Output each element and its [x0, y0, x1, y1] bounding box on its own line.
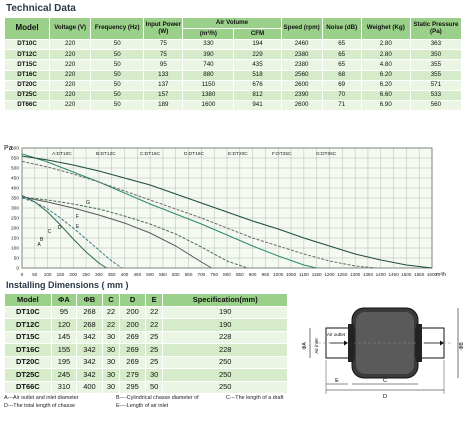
table-cell: 30	[102, 331, 120, 344]
table-cell: 2600	[281, 101, 322, 111]
x-tick-label: 800	[223, 272, 231, 277]
label-air-inlet: Air inlet	[314, 338, 319, 354]
x-tick-label: 0	[20, 272, 24, 277]
x-tick-label: 250	[82, 272, 90, 277]
x-tick-label: 1000	[273, 272, 284, 277]
x-tick-label: 500	[146, 272, 154, 277]
table-cell: 25	[145, 356, 163, 369]
table-cell: 571	[410, 80, 461, 90]
table-cell: 269	[120, 344, 145, 357]
dim-header-cell: ΦB	[77, 294, 102, 307]
x-tick-label: 850	[235, 272, 244, 277]
table-cell: 2380	[281, 50, 322, 60]
th-airflow-cfm: CFM	[234, 29, 281, 40]
x-tick-label: 200	[69, 272, 78, 277]
model-cell: DT25C	[5, 90, 50, 100]
y-tick-label: 400	[10, 186, 19, 192]
model-cell: DT15C	[5, 60, 50, 70]
table-cell: 200	[120, 306, 145, 319]
table-cell: 120	[51, 319, 76, 332]
model-cell: DT20C	[5, 80, 50, 90]
caption-a: A---Air outlet and inlet diameter	[4, 395, 79, 401]
dim-header-cell: ΦA	[51, 294, 76, 307]
x-axis-label: m³/h	[436, 272, 446, 278]
table-cell: 228	[163, 331, 288, 344]
x-tick-label: 550	[159, 272, 167, 277]
table-cell: 194	[234, 40, 281, 50]
x-tick-label: 700	[197, 272, 206, 277]
table-cell: 50	[91, 90, 144, 100]
table-row	[5, 356, 288, 369]
legend-entry: D:DT16C	[184, 152, 204, 157]
y-tick-label: 350	[10, 196, 19, 202]
table-cell: 22	[102, 306, 120, 319]
table-cell: 133	[144, 70, 183, 80]
label-e: E	[335, 378, 339, 384]
table-cell: 69	[322, 80, 361, 90]
table-cell: 355	[410, 70, 461, 80]
table-cell: 350	[410, 50, 461, 60]
x-tick-label: 1100	[298, 272, 309, 277]
table-row	[5, 369, 288, 382]
th-frequency: Frequency (Hz)	[91, 18, 144, 40]
x-tick-label: 900	[248, 272, 257, 277]
table-cell: 50	[91, 80, 144, 90]
table-cell: 190	[163, 319, 288, 332]
caption-e: E----Length of air inlet	[116, 403, 169, 409]
x-tick-label: 1600	[426, 272, 438, 277]
x-tick-label: 1250	[337, 272, 348, 277]
table-cell: 229	[234, 50, 281, 60]
table-cell: 250	[163, 356, 288, 369]
x-tick-label: 1300	[350, 272, 361, 277]
y-tick-label: 450	[10, 176, 19, 182]
model-cell: DT66C	[5, 381, 52, 394]
table-cell: 50	[91, 50, 144, 60]
x-tick-label: 600	[171, 272, 180, 277]
table-cell: 342	[77, 344, 102, 357]
x-tick-label: 1450	[388, 272, 399, 277]
th-power: Input Power (W)	[144, 18, 183, 40]
table-cell: 189	[144, 101, 183, 111]
table-cell: 295	[120, 381, 145, 394]
table-row	[5, 80, 462, 90]
table-cell: 2600	[281, 80, 322, 90]
x-tick-label: 1050	[285, 272, 297, 277]
table-cell: 155	[51, 344, 76, 357]
y-axis-label: Pa	[4, 145, 13, 152]
x-tick-label: 950	[261, 272, 270, 277]
table-cell: 880	[183, 70, 234, 80]
model-cell: DT12C	[5, 50, 50, 60]
label-c: C	[383, 378, 387, 384]
y-tick-label: 250	[10, 216, 19, 222]
table-cell: 269	[120, 331, 145, 344]
caption-b: B----Cylindrical chasse diameter of	[116, 395, 199, 401]
table-cell: 75	[144, 40, 183, 50]
y-tick-label: 300	[10, 206, 19, 212]
table-cell: 22	[102, 319, 120, 332]
table-cell: 518	[234, 70, 281, 80]
dim-header-cell: Specification(mm)	[163, 294, 288, 307]
model-cell: DT15C	[5, 331, 52, 344]
table-cell: 65	[322, 50, 361, 60]
table-cell: 812	[234, 90, 281, 100]
table-cell: 6.20	[361, 80, 410, 90]
x-tick-label: 1200	[324, 272, 335, 277]
table-row	[5, 344, 288, 357]
table-cell: 50	[91, 40, 144, 50]
table-cell: 190	[163, 306, 288, 319]
table-cell: 220	[50, 90, 91, 100]
table-cell: 2.80	[361, 50, 410, 60]
curve-letter: F	[75, 214, 79, 220]
y-tick-label: 150	[10, 236, 19, 242]
model-cell: DT12C	[5, 319, 52, 332]
legend-entry: F:DT25C	[272, 152, 292, 157]
table-cell: 70	[322, 90, 361, 100]
right-flange	[416, 324, 422, 362]
x-tick-label: 1350	[362, 272, 374, 277]
model-cell: DT16C	[5, 344, 52, 357]
table-cell: 2380	[281, 60, 322, 70]
model-cell: DT16C	[5, 70, 50, 80]
curve-letter: G	[86, 200, 90, 206]
table-row	[5, 70, 462, 80]
table-cell: 2560	[281, 70, 322, 80]
legend-entry: C:DT15C	[140, 152, 160, 157]
table-row	[5, 331, 288, 344]
table-cell: 6.90	[361, 101, 410, 111]
table-cell: 50	[91, 60, 144, 70]
table-cell: 342	[77, 369, 102, 382]
x-tick-label: 650	[184, 272, 193, 277]
table-cell: 245	[51, 369, 76, 382]
table-cell: 220	[50, 50, 91, 60]
label-phi-b: ΦB	[459, 342, 465, 350]
x-tick-label: 150	[56, 272, 65, 277]
table-cell: 676	[234, 80, 281, 90]
legend-entry: A:DT10C	[52, 152, 72, 157]
model-cell: DT10C	[5, 306, 52, 319]
label-air-outlet: Air outlet	[326, 332, 346, 337]
x-tick-label: 350	[107, 272, 116, 277]
curve-letter: A	[37, 242, 41, 248]
x-tick-label: 450	[133, 272, 142, 277]
table-cell: 342	[77, 331, 102, 344]
table-cell: 279	[120, 369, 145, 382]
table-cell: 145	[51, 331, 76, 344]
table-cell: 400	[77, 381, 102, 394]
dim-header-cell: Model	[5, 294, 52, 307]
table-cell: 560	[410, 101, 461, 111]
table-cell: 50	[91, 70, 144, 80]
technical-data-body	[5, 40, 462, 111]
table-cell: 95	[51, 306, 76, 319]
table-cell: 1600	[183, 101, 234, 111]
th-airflow: Air Volume	[183, 18, 281, 29]
table-row	[5, 381, 288, 394]
table-cell: 1150	[183, 80, 234, 90]
model-cell: DT10C	[5, 40, 50, 50]
table-cell: 228	[163, 344, 288, 357]
table-cell: 75	[144, 50, 183, 60]
th-pressure: Static Pressure (Pa)	[410, 18, 461, 40]
installing-dimensions-table	[4, 293, 288, 394]
table-cell: 25	[145, 344, 163, 357]
table-cell: 941	[234, 101, 281, 111]
y-tick-label: 50	[13, 256, 19, 262]
table-cell: 95	[144, 60, 183, 70]
table-cell: 268	[77, 306, 102, 319]
y-tick-label: 100	[10, 246, 19, 252]
caption-c: C---The length of a draft	[226, 395, 284, 401]
table-cell: 137	[144, 80, 183, 90]
label-phi-a: ΦA	[302, 342, 308, 350]
table-cell: 220	[50, 80, 91, 90]
y-tick-label: 200	[10, 226, 19, 232]
table-row	[5, 101, 462, 111]
table-cell: 30	[102, 381, 120, 394]
table-row	[5, 40, 462, 50]
table-cell: 269	[120, 356, 145, 369]
curve-letter: D	[57, 225, 62, 231]
fan-dimension-diagram	[300, 290, 465, 402]
table-row	[5, 306, 288, 319]
dim-header-cell: C	[102, 294, 120, 307]
table-cell: 740	[183, 60, 234, 70]
table-cell: 342	[77, 356, 102, 369]
y-tick-label: 600	[10, 146, 19, 152]
technical-data-title: Technical Data	[6, 3, 76, 14]
legend-entry: G:DT66C	[316, 152, 337, 157]
table-cell: 71	[322, 101, 361, 111]
table-cell: 268	[77, 319, 102, 332]
table-row	[5, 90, 462, 100]
x-tick-label: 50	[32, 272, 38, 277]
table-cell: 68	[322, 70, 361, 80]
table-cell: 435	[234, 60, 281, 70]
installing-dimensions-title: Installing Dimensions ( mm )	[6, 280, 129, 290]
table-cell: 355	[410, 60, 461, 70]
table-cell: 30	[102, 344, 120, 357]
table-cell: 25	[145, 331, 163, 344]
table-cell: 2460	[281, 40, 322, 50]
legend-entry: B:DT12C	[96, 152, 116, 157]
x-tick-label: 100	[43, 272, 52, 277]
th-noise: Noise (dB)	[322, 18, 361, 40]
table-cell: 65	[322, 40, 361, 50]
table-cell: 250	[163, 369, 288, 382]
curve-letter: E	[75, 224, 80, 230]
model-cell: DT25C	[5, 369, 52, 382]
table-cell: 22	[145, 306, 163, 319]
table-cell: 220	[50, 70, 91, 80]
table-cell: 4.80	[361, 60, 410, 70]
table-row	[5, 50, 462, 60]
th-weight: Weighet (Kg)	[361, 18, 410, 40]
table-cell: 50	[91, 101, 144, 111]
y-tick-label: 550	[10, 156, 19, 162]
table-cell: 6.60	[361, 90, 410, 100]
curve-letter: C	[47, 229, 52, 235]
th-speed: Speed (rpm)	[281, 18, 322, 40]
label-d: D	[383, 394, 387, 400]
table-cell: 30	[102, 369, 120, 382]
table-cell: 2.80	[361, 40, 410, 50]
model-cell: DT20C	[5, 356, 52, 369]
table-cell: 363	[410, 40, 461, 50]
technical-data-table	[4, 17, 462, 111]
caption-d: D---The total length of chasse	[4, 403, 76, 409]
table-cell: 310	[51, 381, 76, 394]
table-row	[5, 60, 462, 70]
x-tick-label: 750	[210, 272, 219, 277]
y-tick-label: 500	[10, 166, 19, 172]
table-cell: 30	[102, 356, 120, 369]
table-cell: 330	[183, 40, 234, 50]
table-cell: 6.20	[361, 70, 410, 80]
table-cell: 220	[50, 101, 91, 111]
th-model: Model	[5, 18, 50, 40]
table-cell: 250	[163, 381, 288, 394]
x-tick-label: 400	[120, 272, 129, 277]
table-cell: 30	[145, 369, 163, 382]
table-cell: 65	[322, 60, 361, 70]
dim-header-cell: E	[145, 294, 163, 307]
table-cell: 533	[410, 90, 461, 100]
table-cell: 200	[120, 319, 145, 332]
table-cell: 2390	[281, 90, 322, 100]
table-cell: 1380	[183, 90, 234, 100]
x-tick-label: 1550	[414, 272, 425, 277]
performance-chart	[0, 138, 469, 288]
table-cell: 195	[51, 356, 76, 369]
x-tick-label: 1150	[311, 272, 322, 277]
model-cell: DT66C	[5, 101, 50, 111]
th-airflow-m3h: (m³/h)	[183, 29, 234, 40]
x-tick-label: 1400	[375, 272, 386, 277]
table-cell: 390	[183, 50, 234, 60]
x-tick-label: 300	[95, 272, 103, 277]
table-cell: 220	[50, 40, 91, 50]
curve-letter: B	[39, 237, 44, 243]
th-voltage: Voltage (V)	[50, 18, 91, 40]
dim-header-cell: D	[120, 294, 145, 307]
table-cell: 22	[145, 319, 163, 332]
table-row	[5, 319, 288, 332]
left-flange	[348, 324, 354, 362]
legend-entry: E:DT20C	[228, 152, 248, 157]
x-tick-label: 1500	[401, 272, 412, 277]
table-cell: 220	[50, 60, 91, 70]
table-cell: 157	[144, 90, 183, 100]
table-cell: 50	[145, 381, 163, 394]
y-tick-label: 0	[16, 266, 19, 272]
